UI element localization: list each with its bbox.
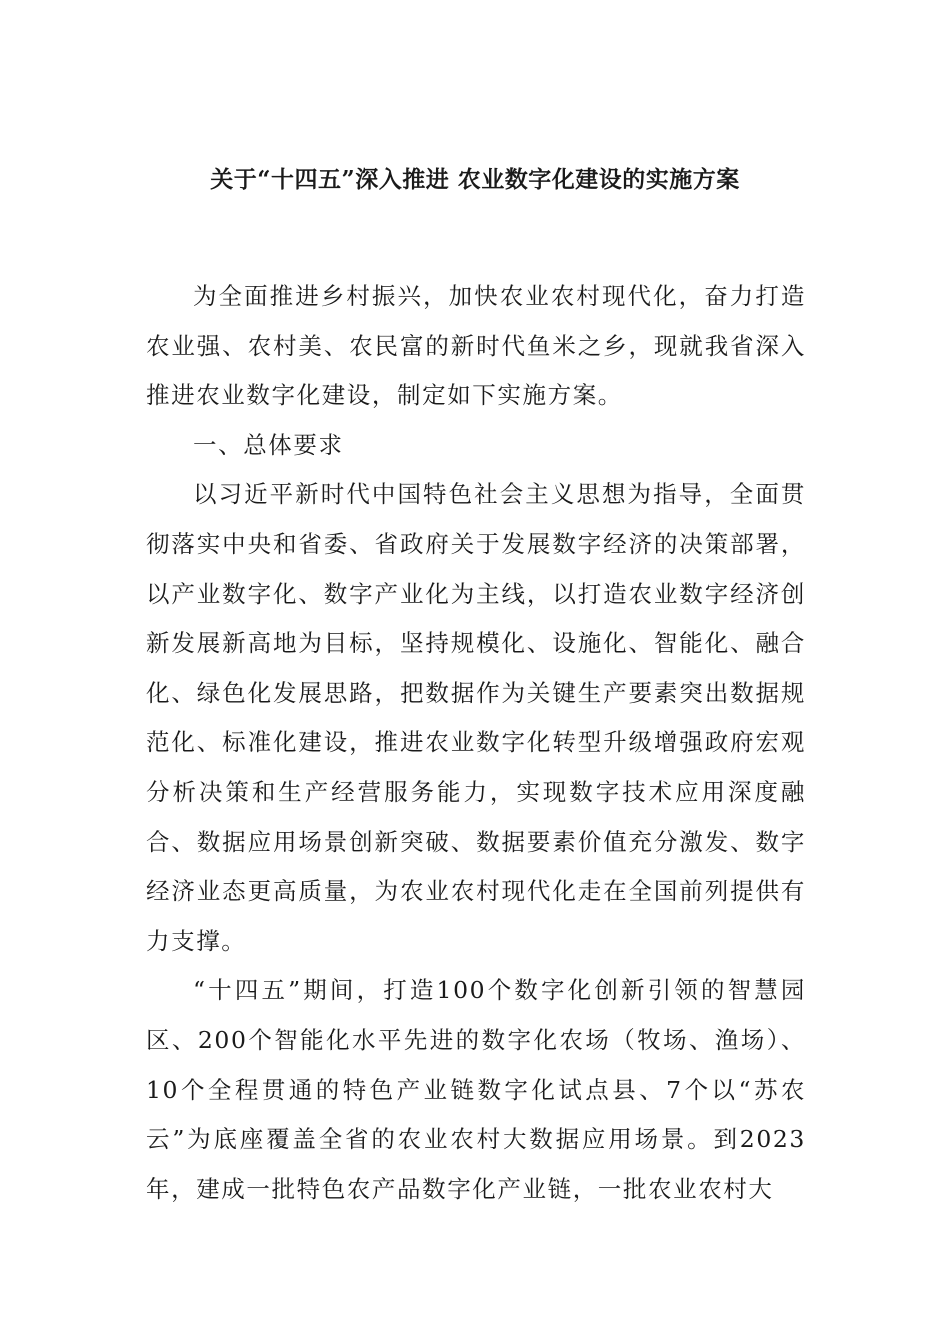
intro-paragraph: 为全面推进乡村振兴，加快农业农村现代化，奋力打造农业强、农村美、农民富的新时代鱼米之乡，现就我省深入推进农业数字化建设，制定如下实施方案。	[146, 282, 806, 410]
document-body	[146, 272, 806, 1214]
guiding-principles-paragraph: 以习近平新时代中国特色社会主义思想为指导，全面贯彻落实中央和省委、省政府关于发展数字经济的决策部署，以产业数字化、数字产业化为主线，以打造农业数字经济创新发展新高地为目标，坚持规模化、设施化、智能化、融合化、绿色化发展思路，把数据作为关键生产要素突出数据规范化、标准化建设，推进农业数字化转型升级增强政府宏观分析决策和生产经营服务能力，实现数字技术应用深度融合、数据应用场景创新突破、数据要素价值充分激发、数字经济业态更高质量，为农业农村现代化走在全国前列提供有力支撑。	[146, 480, 806, 955]
section-heading-general-requirements: 一、总体要求	[193, 430, 344, 459]
targets-paragraph: “十四五”期间，打造100个数字化创新引领的智慧园区、200个智能化水平先进的数字化农场（牧场、渔场）、10个全程贯通的特色产业链数字化试点县、7个以“苏农云”为底座覆盖全省的农业农村大数据应用场景。到2023年，建成一批特色农产品数字化产业链，一批农业农村大	[146, 976, 806, 1203]
document-title: 关于“十四五”深入推进 农业数字化建设的实施方案	[210, 166, 740, 193]
